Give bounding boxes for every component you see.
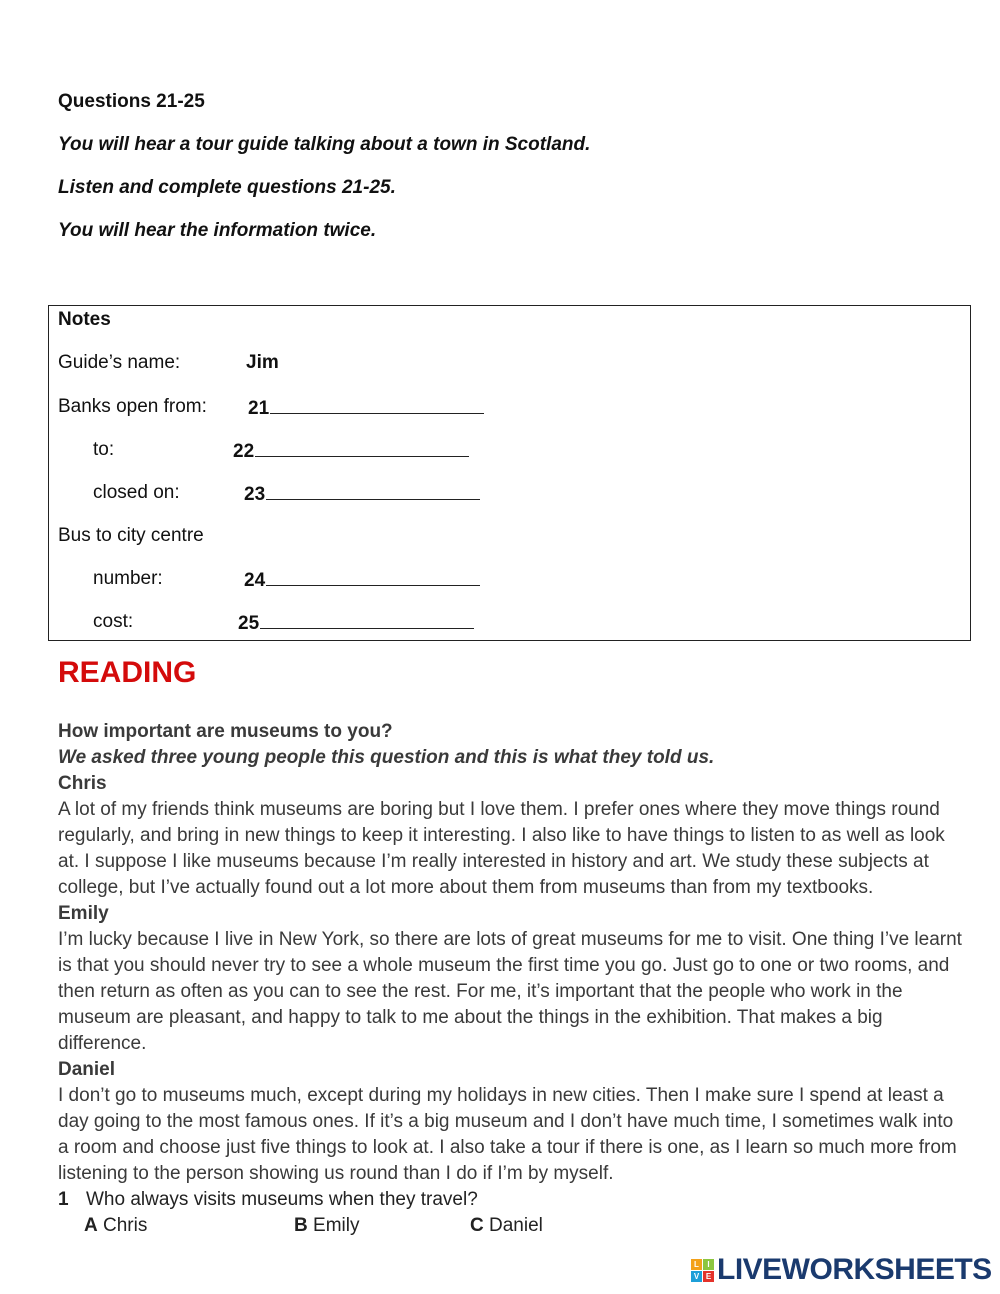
question-1-options (58, 1213, 963, 1239)
instruction-3: You will hear the information twice. (58, 220, 377, 241)
instruction-2: Listen and complete questions 21-25. (58, 177, 396, 198)
to-label: to: (93, 439, 115, 460)
liveworksheets-icon (691, 1259, 714, 1282)
option-a-text: Chris (103, 1215, 148, 1236)
answer-22[interactable] (233, 439, 469, 463)
liveworksheets-logo (691, 1254, 992, 1286)
option-c-text: Daniel (489, 1215, 543, 1236)
notes-box (48, 305, 971, 641)
person-name-emily: Emily (58, 903, 109, 924)
question-1 (58, 1187, 963, 1213)
answer-21-blank[interactable] (270, 396, 484, 414)
question-number-21: 21 (248, 398, 270, 419)
instruction-1: You will hear a tour guide talking about a town in Scotland. (58, 134, 591, 155)
answer-22-blank[interactable] (255, 439, 469, 457)
answer-23-blank[interactable] (266, 482, 480, 500)
reading-article (58, 719, 963, 1239)
closed-on-label: closed on: (93, 482, 180, 503)
answer-21[interactable] (248, 396, 484, 420)
answer-25[interactable] (238, 611, 474, 635)
question-number-25: 25 (238, 613, 260, 634)
cost-label: cost: (93, 611, 134, 632)
logo-text: LIVEWORKSHEETS (717, 1253, 992, 1286)
logo-tile-i: I (703, 1259, 714, 1270)
option-c-letter: C (470, 1215, 484, 1236)
option-b[interactable] (294, 1213, 359, 1239)
guide-name-value: Jim (246, 352, 279, 373)
answer-24-blank[interactable] (266, 568, 480, 586)
option-b-text: Emily (313, 1215, 360, 1236)
number-label: number: (93, 568, 163, 589)
question-number-23: 23 (244, 484, 266, 505)
person-text-emily: I’m lucky because I live in New York, so there are lots of great museums for me to visit. One thing I’ve learnt is that you should never try to see a whole museum the first time you go. Just go to one or two rooms, and then return as often as you can to see the rest. For me, it’s important that the people who work in the museum are pleasant, and happy to talk to me about the things in the exhibition. That makes a big difference. (58, 929, 962, 1054)
question-number-24: 24 (244, 570, 266, 591)
logo-tile-l: L (691, 1259, 702, 1270)
questions-heading: Questions 21-25 (58, 91, 205, 112)
person-text-chris: A lot of my friends think museums are boring but I love them. I prefer ones where they move things round regularly, and bring in new things to keep it interesting. I also like to have things to listen to as well as look at. I suppose I like museums because I’m really interested in history and art. We study these subjects at college, but I’ve actually found out a lot more about them from museums than from my textbooks. (58, 799, 945, 898)
question-1-number: 1 (58, 1189, 69, 1210)
answer-23[interactable] (244, 482, 480, 506)
logo-tile-v: V (691, 1271, 702, 1282)
option-a-letter: A (84, 1215, 98, 1236)
answer-24[interactable] (244, 568, 480, 592)
question-1-text: Who always visits museums when they travel? (86, 1189, 478, 1210)
answer-25-blank[interactable] (260, 611, 474, 629)
reading-intro: We asked three young people this question and this is what they told us. (58, 747, 715, 768)
person-name-chris: Chris (58, 773, 107, 794)
banks-open-label: Banks open from: (58, 396, 207, 417)
option-b-letter: B (294, 1215, 308, 1236)
guide-name-label: Guide’s name: (58, 352, 181, 373)
logo-tile-e: E (703, 1271, 714, 1282)
reading-title: READING (58, 656, 197, 689)
person-text-daniel: I don’t go to museums much, except during my holidays in new cities. Then I make sure I spend at least a day going to the most famous ones. If it’s a big museum and I don’t have much time, I sometimes walk into a room and choose just five things to look at. I also take a tour if there is one, as I learn so much more from listening to the person showing us round than I do if I’m by myself. (58, 1085, 957, 1184)
reading-question: How important are museums to you? (58, 721, 393, 742)
person-name-daniel: Daniel (58, 1059, 116, 1080)
bus-label: Bus to city centre (58, 525, 204, 546)
question-number-22: 22 (233, 441, 255, 462)
option-c[interactable] (470, 1213, 543, 1239)
notes-title: Notes (58, 309, 111, 330)
option-a[interactable] (84, 1213, 147, 1239)
